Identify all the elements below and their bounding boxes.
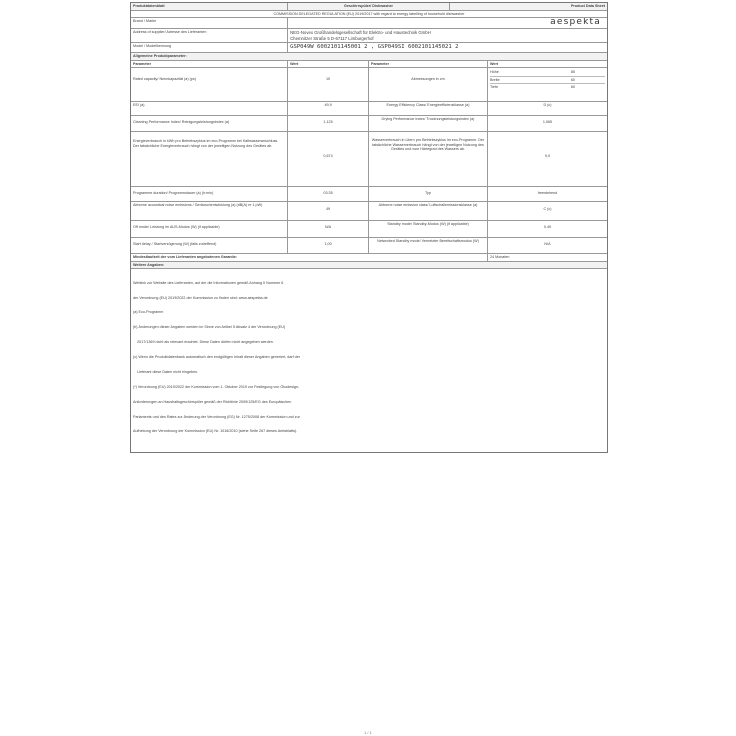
- model-label: Model / Modellkennung: [131, 43, 288, 52]
- note-line: Lieferant diese Daten nicht eingeben.: [133, 369, 199, 374]
- column-header-row: [131, 61, 607, 69]
- note-line: der Verordnung (EU) 2019/2022 der Kommission zu finden sind: www.aespekta.de: [133, 295, 268, 300]
- warranty-label: Mindestlaufzeit der vom Lieferanten angebotenen Garantie:: [131, 254, 488, 261]
- col-param: Parameter: [131, 61, 288, 68]
- dimensions-cell: [488, 68, 607, 101]
- general-title-row: [131, 53, 607, 61]
- param-label-2: Energy Efficiency Class/ Energieeffizienzklasse (a): [369, 102, 488, 115]
- param-label-2: Airborne noise emission class/ Luftschallemissionsklasse (a): [369, 202, 488, 220]
- param-value: N/A: [288, 221, 369, 237]
- brand-cell: [288, 18, 607, 28]
- param-row: [131, 102, 607, 116]
- col-value2: Wert: [489, 61, 499, 66]
- regulation-row: [131, 11, 607, 19]
- supplier-line: Chemnitzer Straße 5 D-67117 Limburgerhof: [290, 35, 374, 41]
- param-value: 49: [288, 202, 369, 220]
- param-row: [131, 238, 607, 254]
- note-line: (*) Verordnung (EU) 2019/2022 der Kommission vom 1. Oktober 2019 zur Festlegung von Ökodesign-: [133, 384, 300, 389]
- param-value-2: D (c): [543, 103, 552, 108]
- dim-label: Breite: [489, 77, 500, 82]
- product-data-sheet: [130, 2, 608, 453]
- param-label: Cleaning Performance Index/ Reinigungsleistungsindex (a): [131, 116, 288, 131]
- brand-logo: aespekta: [550, 18, 601, 28]
- header-center: Geschirrspüler/ Dishwasher: [288, 3, 450, 10]
- param-row: [131, 221, 607, 238]
- param-row: [131, 116, 607, 132]
- param-label: Rated capacity/ Nennkapazität (a) (ps): [131, 68, 288, 101]
- note-line: Aufhebung der Verordnung der Kommission (EU) Nr. 1016/2010 (siehe Seite 267 dieses Amtsblatts).: [133, 429, 298, 434]
- further-title: Weitere Angaben:: [133, 262, 165, 267]
- dimensions-list: [490, 69, 605, 91]
- param-label-2: Wasserverbrauch in Litern pro Betriebszyklus im eco-Programm. Der tatsächliche Wasserverbrauch hängt von der jeweiligen Nutzung des Gerätes und vom Härtegrad des Wassers ab.: [369, 132, 488, 186]
- param-value-2: 9,0: [544, 154, 551, 159]
- further-info-row: [131, 269, 607, 452]
- param-row: [131, 187, 607, 202]
- dimension-width: [490, 77, 605, 85]
- dim-value: 60: [570, 77, 575, 82]
- regulation-text: COMMISSION DELEGATED REGULATION (EU) 2019/2017 with regard to energy labelling of household dishwasher: [273, 11, 465, 16]
- param-label: Energieverbrauch in kWh pro Betriebszyklus im eco-Programm bei Kaltwasseranschluss. Der tatsächliche Energieverbrauch hängt von der jeweiligen Nutzung des Gerätes ab.: [131, 132, 288, 186]
- param-value: 1,125: [288, 116, 369, 131]
- dimension-height: [490, 69, 605, 77]
- param-value: 10: [288, 68, 369, 101]
- dim-label: Tiefe: [489, 85, 499, 90]
- note-line: Anforderungen an Haushaltsgeschirrspüler gemäß der Richtlinie 2009/125/EG des Europäischen: [133, 399, 292, 404]
- note-line: Weblink zur Website des Lieferanten, auf der die Informationen gemäß Anhang II Nummer 6: [133, 280, 284, 285]
- dim-label: Höhe: [489, 70, 499, 75]
- param-value-2: freestehend: [537, 191, 558, 196]
- warranty-value: 24 Monaten: [490, 255, 510, 260]
- sheet-header: [131, 3, 607, 11]
- general-title: Allgemeine Produktparameter:: [133, 53, 187, 58]
- note-line: 2017/1369 nicht als relevant erachtet. Diese Daten dürfen nicht angegeben werden.: [133, 340, 274, 345]
- page-number: 1 / 1: [364, 730, 372, 735]
- param-row: [131, 132, 607, 187]
- supplier-row: [131, 29, 607, 43]
- header-right: Product Data Sheet: [570, 4, 605, 8]
- brand-row: [131, 18, 607, 29]
- note-line: (a) Eco-Programm: [133, 310, 164, 315]
- param-value-2: 1,065: [542, 120, 553, 125]
- param-row: [131, 202, 607, 221]
- param-label: Off mode/ Leistung im AUS-Modus (W) (if applicable): [131, 221, 288, 237]
- warranty-row: [131, 254, 607, 262]
- model-cell: [288, 43, 607, 52]
- model-row: [131, 43, 607, 53]
- col-param2: Parameter: [369, 61, 488, 68]
- param-value: 0,674: [288, 132, 369, 186]
- param-label-2: Typ: [369, 187, 488, 201]
- note-line: (b) Änderungen dieser Angaben werden im Sinne von Artikel 5 Absatz 4 der Verordnung (EU): [133, 325, 286, 330]
- note-line: (c) Wenn die Produktdatenbank automatisch den endgültigen Inhalt dieser Angaben generiert, darf der: [133, 355, 301, 360]
- param-value-2: C (c): [543, 207, 552, 212]
- supplier-address: [288, 29, 607, 42]
- param-label-2: Abmessungen in cm: [369, 68, 488, 101]
- param-row: [131, 68, 607, 102]
- param-value: 03:35: [288, 187, 369, 201]
- param-label-2: Networked Standby mode/ Vernetzter Bereitschaftsmodus (W): [369, 238, 488, 253]
- param-label: Programme duration/ Programmdauer (a) (h:min): [131, 187, 288, 201]
- brand-label: Brand / Marke: [131, 18, 288, 28]
- dim-value: 85: [570, 70, 575, 75]
- supplier-line: NEG-Novex Großhandelsgesellschaft für Elektro- und Haustechnik GmbH: [290, 30, 431, 36]
- model-identifier: GSP049W 6002101145001 2 , GSP049SI 6002101145021 2: [290, 43, 459, 50]
- note-line: Parlaments und des Rates zur Änderung der Verordnung (EG) Nr. 1275/2008 der Kommission und zur: [133, 414, 300, 419]
- param-value: 1,00: [288, 238, 369, 253]
- param-value: 49,9: [288, 102, 369, 115]
- param-value-2: 0,49: [543, 225, 552, 230]
- param-label-2: Drying Performance Index/ Trocknungsleistungsindex (a): [369, 116, 488, 131]
- dim-value: 60: [570, 85, 575, 90]
- param-label-2: Standby mode/ Standby-Modus (W) (if applicable): [369, 221, 488, 237]
- supplier-label: Address of supplier/ Adresse des Lieferanten: [131, 29, 288, 42]
- param-label: EEI (a): [131, 102, 288, 115]
- further-info: [131, 269, 607, 452]
- dimension-depth: [490, 84, 605, 91]
- header-left: Produktdatenblatt: [131, 3, 288, 10]
- param-value-2: N/A: [544, 242, 551, 247]
- param-label: Start delay / Startverzögerung (W) (falls zutreffend): [131, 238, 288, 253]
- col-value: Wert: [288, 61, 369, 68]
- further-title-row: [131, 262, 607, 270]
- param-label: Airborne acoustical noise emissions / Geräuschentwicklung (a) (dB(A) re 1 pW): [131, 202, 288, 220]
